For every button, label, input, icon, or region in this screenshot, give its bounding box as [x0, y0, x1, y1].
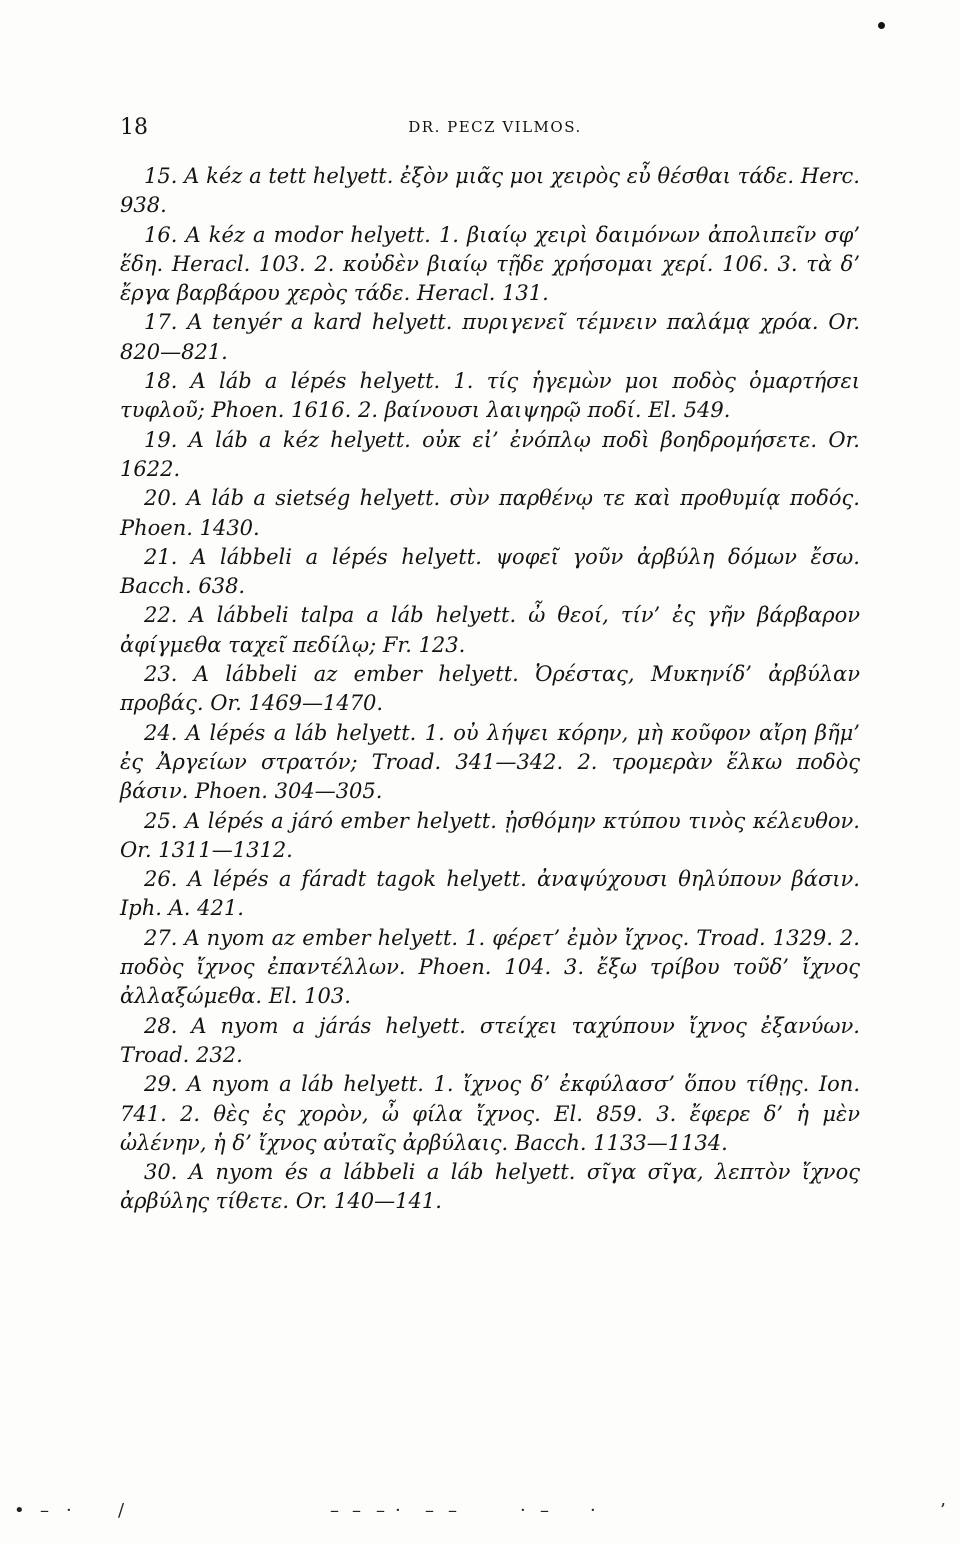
entry-citation: στείχει ταχύπουν ἴχνος ἐξανύων. Troad. 232.	[120, 1013, 860, 1067]
entry-citation: οὐκ εἰ’ ἐνόπλῳ ποδὶ βοηδρομήσετε. Or. 1622.	[120, 427, 860, 481]
entry-citation: 1. φέρετ’ ἐμὸν ἴχνος. Troad. 1329. 2. ποδὸς ἴχνος ἐπαντέλλων. Phoen. 104. 3. ἔξω τρίβου τοῦδ’ ἴχνος ἀλλαξώμεθα. El. 103.	[120, 925, 860, 1009]
entry-description: A nyom a láb helyett.	[186, 1072, 424, 1097]
footer-mark: ·	[520, 1500, 526, 1521]
entry-number: 18.	[144, 369, 178, 394]
entry-description: A láb a kéz helyett.	[188, 427, 411, 452]
entry-citation: σῖγα σῖγα, λεπτὸν ἴχνος ἀρβύλης τίθετε. Or. 140—141.	[120, 1160, 860, 1214]
footer-marks	[0, 1500, 960, 1520]
footer-mark: –	[376, 1500, 385, 1521]
entry-description: A lábbeli a lépés helyett.	[191, 544, 482, 569]
entry-description: A tenyér a kard helyett.	[187, 310, 453, 335]
entry-citation: Ὀρέστας, Μυκηνίδ’ ἀρβύλαν προβάς. Or. 1469—1470.	[120, 662, 860, 716]
entry-description: A láb a sietség helyett.	[186, 486, 441, 511]
entry	[120, 543, 860, 602]
footer-mark: –	[330, 1500, 339, 1521]
entry	[120, 660, 860, 719]
entry-description: A nyom a járás helyett.	[191, 1013, 466, 1038]
entry-number: 29.	[144, 1072, 178, 1097]
footer-mark: –	[352, 1500, 361, 1521]
footer-mark: –	[540, 1500, 549, 1521]
entry-number: 27.	[144, 925, 178, 950]
entry-number: 26.	[144, 867, 178, 892]
entry-number: 21.	[144, 544, 178, 569]
entry-description: A nyom az ember helyett.	[184, 925, 459, 950]
footer-mark: –	[425, 1500, 434, 1521]
page-number: 18	[120, 115, 148, 140]
entry-number: 28.	[144, 1013, 178, 1038]
entry	[120, 1070, 860, 1158]
entry-citation: ψοφεῖ γοῦν ἀρβύλη δόμων ἔσω. Bacch. 638.	[120, 544, 860, 599]
entry-description: A nyom és a lábbeli a láb helyett.	[188, 1160, 576, 1185]
entries-list	[120, 162, 860, 1217]
entry	[120, 1012, 860, 1071]
entry-number: 22.	[144, 603, 178, 628]
entry	[120, 601, 860, 660]
entry-citation: ᾐσθόμην κτύπου τινὸς κέλευθον. Or. 1311—1312.	[120, 808, 860, 862]
entry-description: A lábbeli talpa a láb helyett.	[189, 603, 517, 628]
entry-number: 20.	[144, 486, 178, 511]
entry-citation: 1. ἴχνος δ’ ἐκφύλασσ’ ὅπου τίθῃς. Ion. 741. 2. θὲς ἐς χορὸν, ὦ φίλα ἴχνος. El. 859. 3. ἔφερε δ’ ἡ μὲν ὠλένην, ἡ δ’ ἴχνος αὐταῖς ἀρβύλαις. Bacch. 1133—1134.	[120, 1072, 861, 1155]
entry-number: 23.	[144, 662, 178, 687]
entry-description: A lépés a járó ember helyett.	[185, 808, 497, 833]
entry-description: A lépés a fáradt tagok helyett.	[187, 867, 527, 892]
entry-description: A kéz a modor helyett.	[185, 222, 431, 247]
footer-mark: –	[448, 1500, 457, 1521]
entry-citation: ὦ θεοί, τίν’ ἐς γῆν βάρβαρον ἀφίγμεθα ταχεῖ πεδίλῳ; Fr. 123.	[120, 603, 860, 657]
entry	[120, 162, 860, 221]
entry-citation: 1. βιαίῳ χειρὶ δαιμόνων ἀπολιπεῖν σφ’ ἕδη. Heracl. 103. 2. κοὐδὲν βιαίῳ τῇδε χρήσομαι χερί. 106. 3. τὰ δ’ ἔργα βαρβάρου χερὸς τάδε. Heracl. 131.	[120, 222, 860, 306]
entry	[120, 865, 860, 924]
entry-citation: πυριγενεῖ τέμνειν παλάμᾳ χρόα. Or. 820—821.	[120, 310, 860, 364]
footer-mark: ’	[940, 1500, 946, 1521]
entry-number: 16.	[144, 222, 178, 247]
entry-citation: 1. τίς ἡγεμὼν μοι ποδὸς ὁμαρτήσει τυφλοῦ; Phoen. 1616. 2. βαίνουσι λαιψηρῷ ποδί. El. 549.	[120, 369, 861, 423]
entry	[120, 426, 860, 485]
entry	[120, 484, 860, 543]
entry	[120, 924, 860, 1012]
running-head: DR. PECZ VILMOS.	[408, 118, 582, 136]
entry-citation: ἐξὸν μιᾶς μοι χειρὸς εὖ θέσθαι τάδε. Herc. 938.	[120, 164, 860, 218]
entry-number: 17.	[144, 310, 178, 335]
footer-mark: •	[14, 1500, 25, 1521]
entry	[120, 221, 860, 309]
entry-description: A lépés a láb helyett.	[185, 720, 417, 745]
entry-description: A lábbeli az ember helyett.	[193, 662, 519, 687]
entry	[120, 308, 860, 367]
entry	[120, 807, 860, 866]
entry-number: 15.	[144, 164, 178, 188]
entry-description: A láb a lépés helyett.	[190, 369, 441, 394]
footer-mark: ·	[66, 1500, 72, 1521]
entry-citation: 1. οὐ λήψει κόρην, μὴ κοῦφον αἴρη βῆμ’ ἐς Ἀργείων στρατόν; Troad. 341—342. 2. τρομερὰν ἕλκω ποδὸς βάσιν. Phoen. 304—305.	[120, 720, 860, 804]
entry	[120, 719, 860, 807]
entry-number: 19.	[144, 427, 178, 452]
footer-mark: /	[118, 1500, 125, 1521]
footer-mark: –	[40, 1500, 49, 1521]
entry-number: 30.	[144, 1160, 178, 1185]
entry	[120, 1158, 860, 1217]
ink-dot	[878, 22, 885, 29]
entry-number: 24.	[144, 720, 178, 745]
entry	[120, 367, 860, 426]
footer-mark: ·	[590, 1500, 596, 1521]
footer-mark: ·	[395, 1500, 401, 1521]
entry-citation: ἀναψύχουσι θηλύπουν βάσιν. Iph. A. 421.	[120, 867, 860, 921]
entry-number: 25.	[144, 808, 178, 833]
entry-citation: σὺν παρθένῳ τε καὶ προθυμίᾳ ποδός. Phoen. 1430.	[120, 486, 860, 540]
page-header	[120, 115, 870, 149]
entry-description: A kéz a tett helyett.	[184, 164, 394, 188]
